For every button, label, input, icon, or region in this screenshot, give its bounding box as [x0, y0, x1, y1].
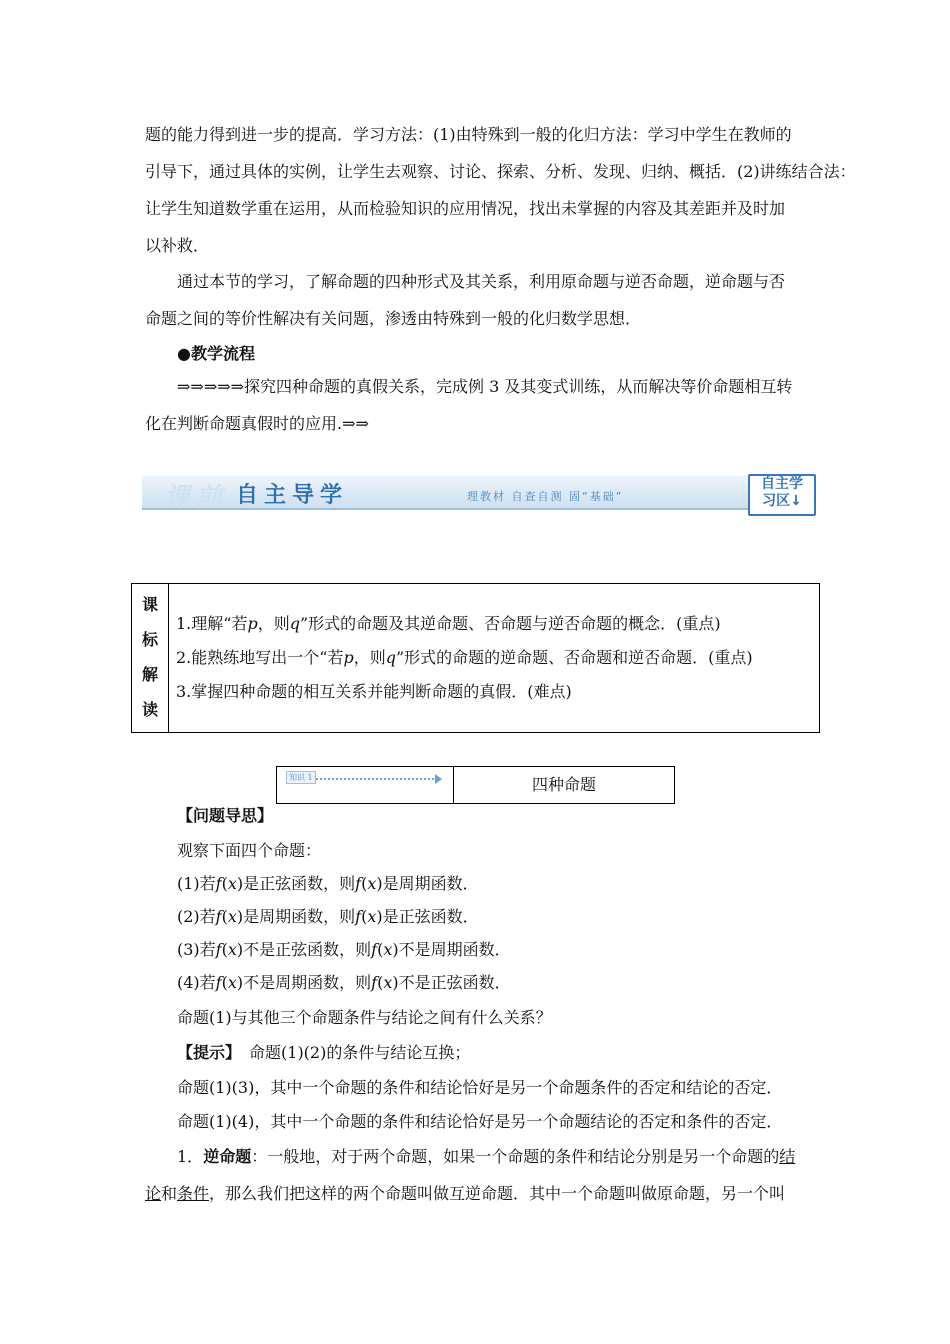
label-char: 解 — [142, 665, 159, 684]
knowledge-title: 四种命题 — [531, 775, 596, 794]
question-heading: 【问题导思】 — [177, 806, 274, 825]
standard-item-1: 1.理解“若p，则q”形式的命题及其逆命题、否命题与逆否命题的概念．(重点) — [176, 614, 721, 633]
self-study-zone-button[interactable] — [748, 474, 816, 516]
intro-para2-line-2: 命题之间的等价性解决有关问题，渗透由特殊到一般的化归数学思想． — [145, 309, 642, 328]
proposition-item: (2)若f(x)是周期函数，则f(x)是正弦函数． — [177, 907, 479, 926]
label-char: 标 — [142, 630, 159, 649]
question-ask: 命题(1)与其他三个命题条件与结论之间有什么关系？ — [177, 1008, 552, 1027]
flow-line-1: ⇒⇒⇒⇒⇒探究四种命题的真假关系，完成例 3 及其变式训练，从而解决等价命题相互转 — [177, 377, 793, 396]
proposition-item: (3)若f(x)不是正弦函数，则f(x)不是周期函数． — [177, 940, 511, 959]
section-banner — [142, 470, 814, 512]
banner-box-line-2: 习区↓ — [762, 493, 802, 509]
banner-background — [142, 476, 757, 510]
label-char: 读 — [142, 700, 159, 719]
standard-item-3: 3.掌握四种命题的相互关系并能判断命题的真假．(难点) — [176, 682, 572, 701]
definition-line-1: 1．逆命题：一般地，对于两个命题，如果一个命题的条件和结论分别是另一个命题的结 — [177, 1147, 796, 1166]
curriculum-standards-table — [131, 583, 820, 733]
banner-subtitle: 理教材 自查自测 固“基础” — [467, 490, 624, 503]
knowledge-tag: 知识 1 — [286, 771, 316, 784]
knowledge-point-header — [276, 766, 675, 804]
arrow-right-icon — [435, 774, 442, 784]
intro-line-2: 引导下，通过具体的实例，让学生去观察、讨论、探索、分析、发现、归纳、概括．(2)讲练结合法： — [145, 162, 856, 181]
definition-term: 逆命题 — [203, 1147, 252, 1166]
flow-heading: ●教学流程 — [177, 344, 255, 363]
intro-line-1: 题的能力得到进一步的提高．学习方法：(1)由特殊到一般的化归方法：学习中学生在教师的 — [145, 125, 792, 144]
hint-line-2: 命题(1)(3)，其中一个命题的条件和结论恰好是另一个命题条件的否定和结论的否定． — [177, 1078, 783, 1097]
banner-ghost-text: 课前 — [164, 483, 229, 513]
intro-line-3: 让学生知道数学重在运用，从而检验知识的应用情况，找出未掌握的内容及其差距并及时加 — [145, 199, 786, 218]
arrow-down-icon: ↓ — [790, 493, 802, 509]
hint-line-3: 命题(1)(4)，其中一个命题的条件和结论恰好是另一个命题结论的否定和条件的否定． — [177, 1112, 783, 1131]
proposition-item: (4)若f(x)不是周期函数，则f(x)不是正弦函数． — [177, 973, 511, 992]
intro-line-4: 以补救． — [145, 236, 210, 255]
banner-box-line-1: 自主学 — [761, 476, 803, 492]
proposition-item: (1)若f(x)是正弦函数，则f(x)是周期函数． — [177, 874, 479, 893]
label-char: 课 — [142, 595, 159, 614]
question-observe: 观察下面四个命题： — [177, 841, 322, 860]
intro-para2-line-1: 通过本节的学习，了解命题的四种形式及其关系，利用原命题与逆否命题，逆命题与否 — [177, 272, 786, 291]
flow-line-2: 化在判断命题真假时的应用.⇒⇒ — [145, 414, 369, 433]
knowledge-tag-cell — [277, 767, 454, 803]
definition-line-2: 论和条件，那么我们把这样的两个命题叫做互逆命题．其中一个命题叫做原命题，另一个叫 — [145, 1184, 786, 1203]
standard-item-2: 2.能熟练地写出一个“若p，则q”形式的命题的逆命题、否命题和逆否命题．(重点) — [176, 648, 753, 667]
standards-label-cell — [132, 584, 169, 732]
hint-line-1: 【提示】 命题(1)(2)的条件与结论互换； — [177, 1043, 471, 1062]
hint-label: 【提示】 — [177, 1043, 234, 1062]
banner-title: 自主导学 — [236, 483, 349, 508]
